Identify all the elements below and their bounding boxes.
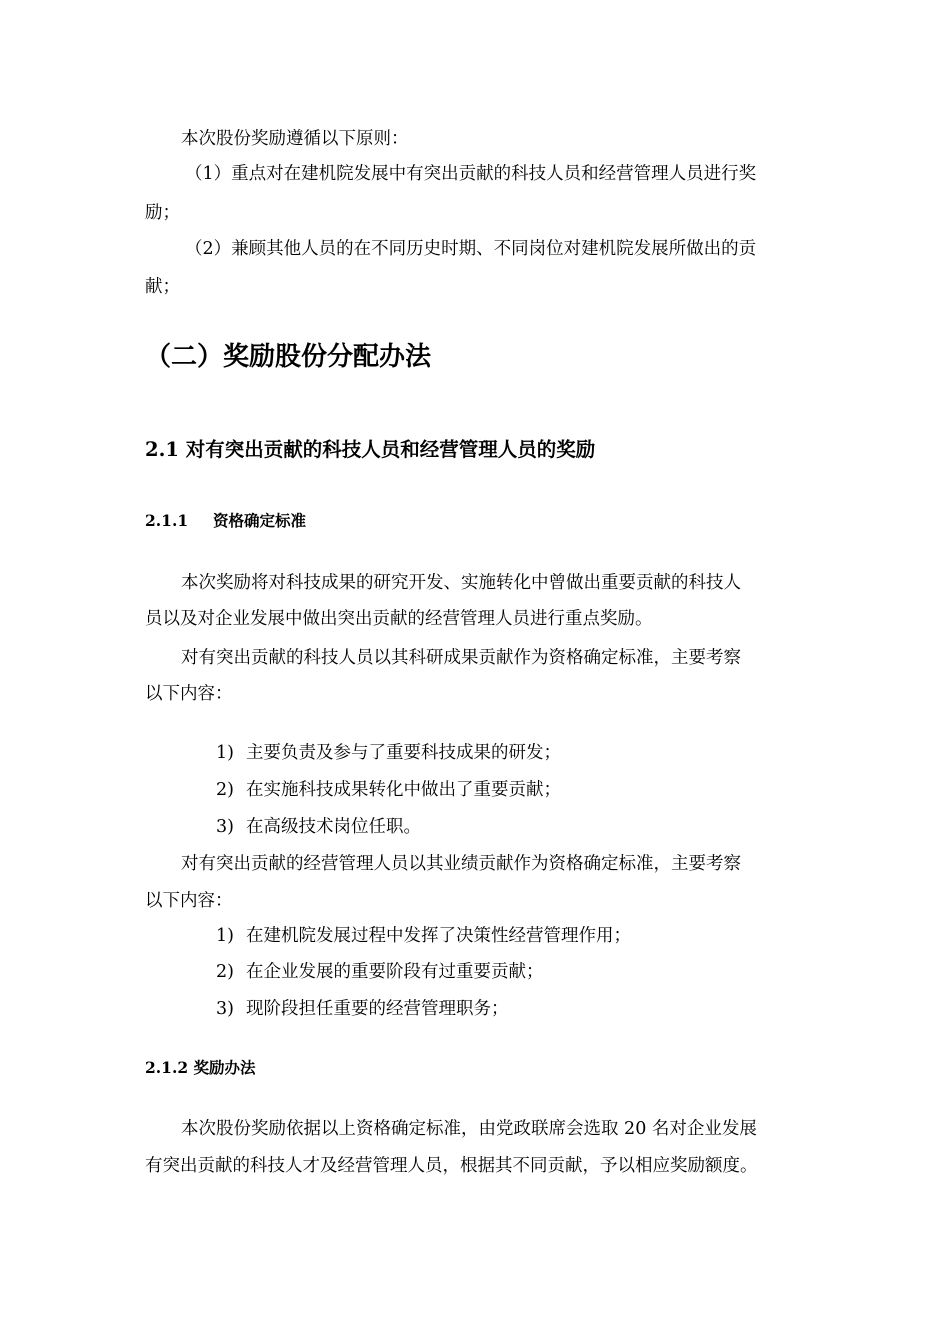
list-item: 3) 现阶段担任重要的经营管理职务； xyxy=(216,999,509,1019)
criteria-paragraph-2-line-2: 以下内容： xyxy=(145,684,233,704)
criteria-paragraph-3-line-1: 对有突出贡献的经营管理人员以其业绩贡献作为资格确定标准，主要考察 xyxy=(181,854,741,874)
list-item: 1) 在建机院发展过程中发挥了决策性经营管理作用； xyxy=(216,926,631,946)
section-heading: （二）奖励股份分配办法 xyxy=(145,342,432,372)
subsection-title: 资格确定标准 xyxy=(213,511,307,530)
principle-2-line-1: （2）兼顾其他人员的在不同历史时期、不同岗位对建机院发展所做出的贡 xyxy=(185,239,757,259)
subsection-2-1-2-heading: 2.1.2 奖励办法 xyxy=(145,1058,256,1077)
list-item: 2) 在企业发展的重要阶段有过重要贡献； xyxy=(216,962,544,982)
list-item: 2) 在实施科技成果转化中做出了重要贡献； xyxy=(216,780,561,800)
subsection-2-1-1-heading xyxy=(145,509,306,531)
subsection-number: 2.1.1 xyxy=(145,511,189,530)
principle-1-line-2: 励； xyxy=(145,203,180,223)
list-item: 3) 在高级技术岗位任职。 xyxy=(216,817,421,837)
principle-1-line-1: （1）重点对在建机院发展中有突出贡献的科技人员和经营管理人员进行奖 xyxy=(185,164,757,184)
subsection-2-1-heading: 2.1 对有突出贡献的科技人员和经营管理人员的奖励 xyxy=(145,438,596,461)
criteria-paragraph-2-line-1: 对有突出贡献的科技人员以其科研成果贡献作为资格确定标准，主要考察 xyxy=(181,648,741,668)
intro-paragraph: 本次股份奖励遵循以下原则： xyxy=(181,129,409,149)
award-paragraph-line-1: 本次股份奖励依据以上资格确定标准，由党政联席会选取 20 名对企业发展 xyxy=(181,1119,757,1139)
criteria-paragraph-1-line-2: 员以及对企业发展中做出突出贡献的经营管理人员进行重点奖励。 xyxy=(145,609,653,629)
criteria-paragraph-1-line-1: 本次奖励将对科技成果的研究开发、实施转化中曾做出重要贡献的科技人 xyxy=(181,573,741,593)
criteria-paragraph-3-line-2: 以下内容： xyxy=(145,891,233,911)
list-item: 1) 主要负责及参与了重要科技成果的研发； xyxy=(216,743,561,763)
principle-2-line-2: 献； xyxy=(145,277,180,297)
award-paragraph-line-2: 有突出贡献的科技人才及经营管理人员，根据其不同贡献，予以相应奖励额度。 xyxy=(145,1156,758,1176)
